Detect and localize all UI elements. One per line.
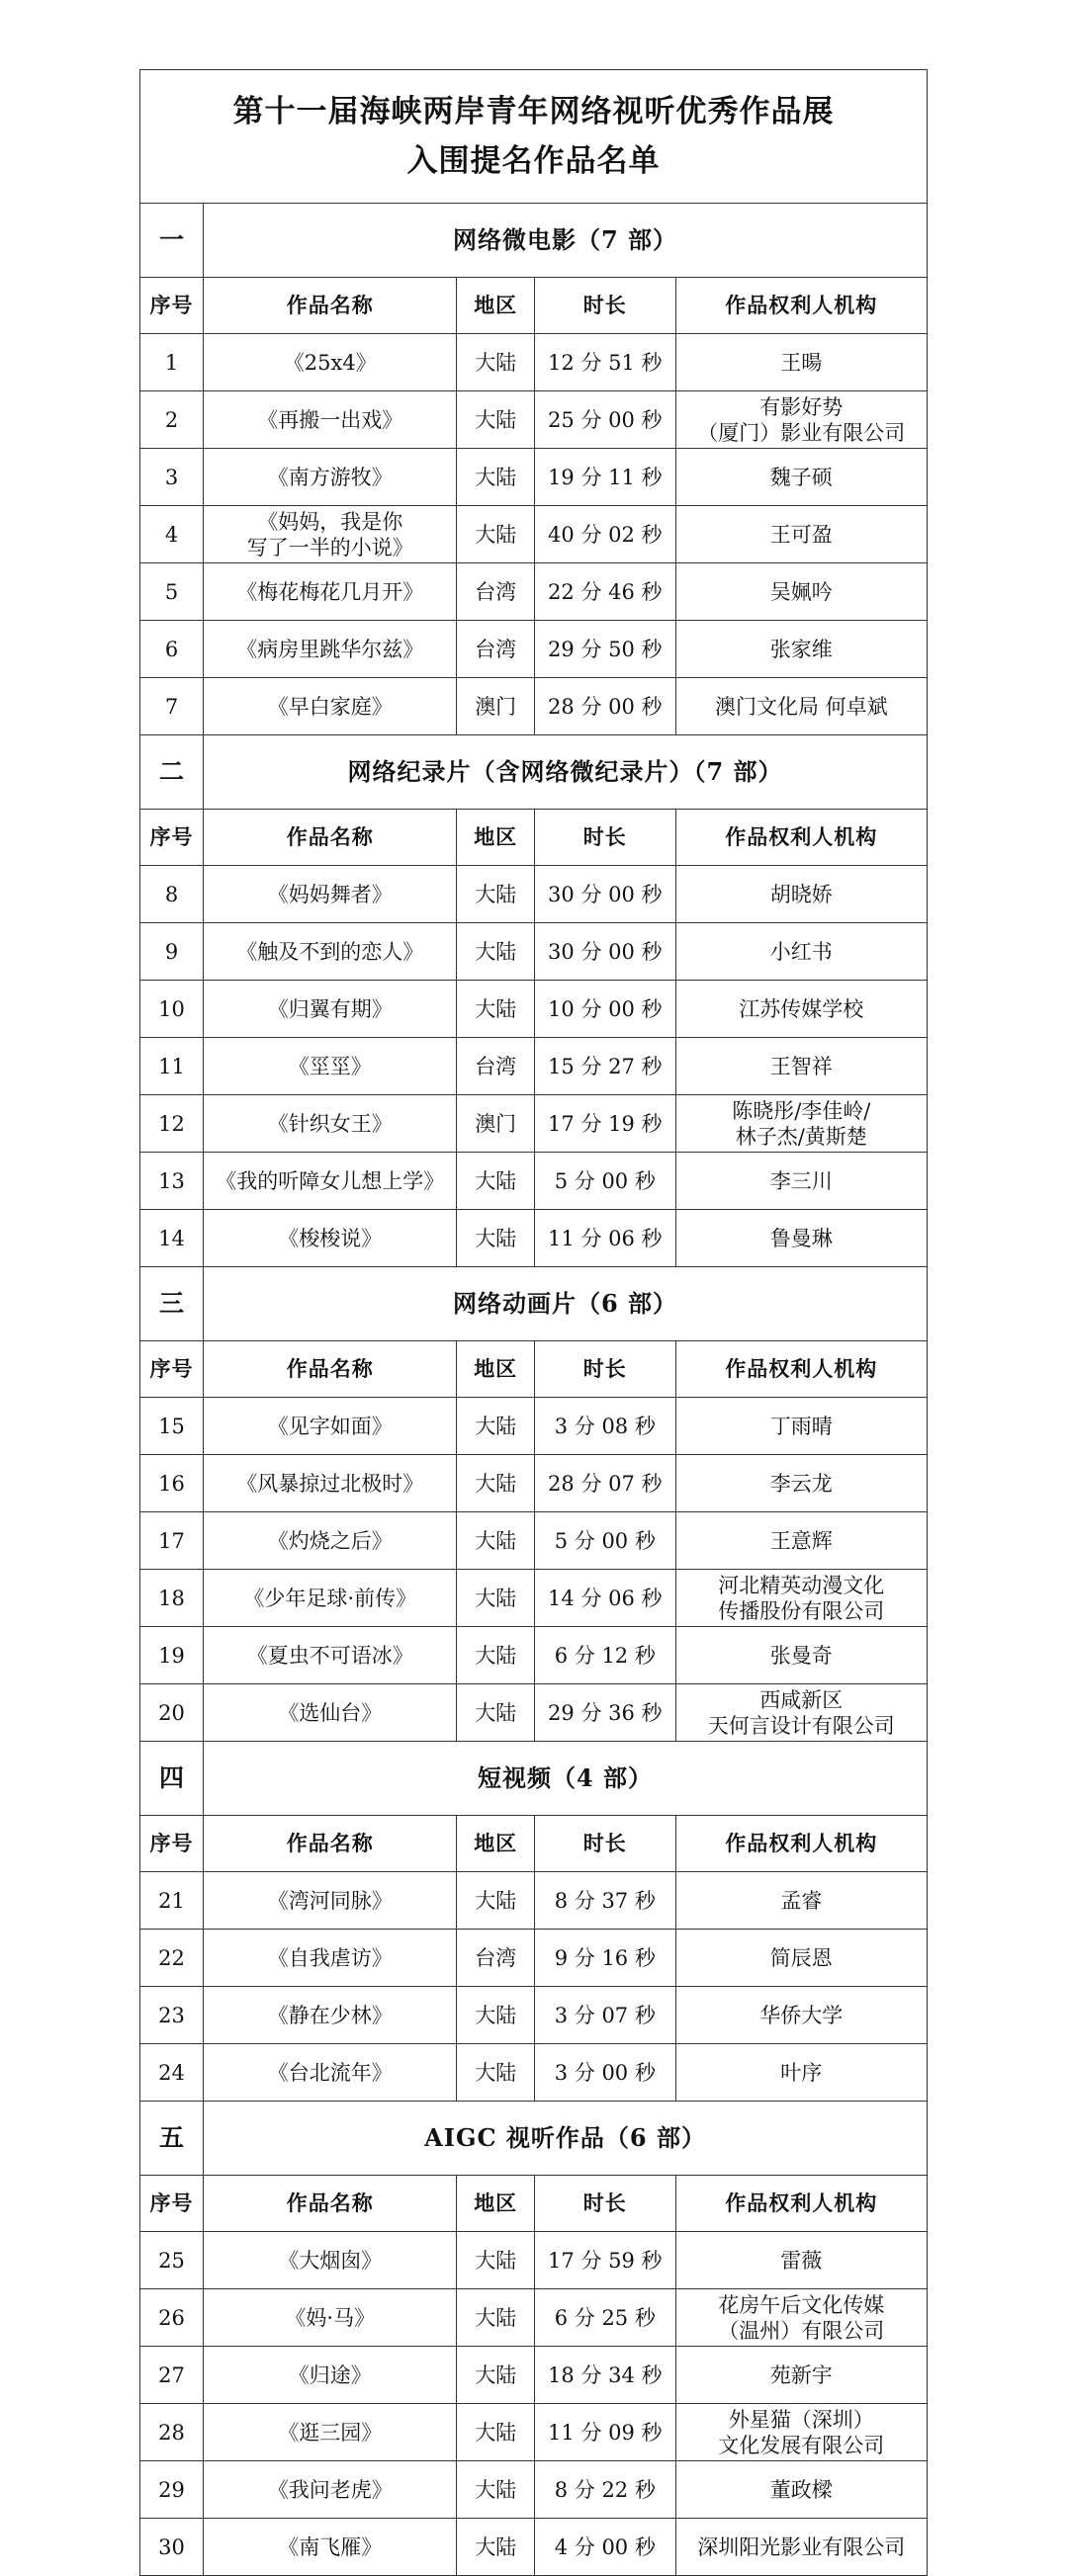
- entry-owner-line: 有影好势: [759, 394, 844, 419]
- entry-region: 大陆: [457, 1570, 535, 1627]
- entry-owner-line: 文化发展有限公司: [718, 2433, 885, 2457]
- entry-number: 10: [140, 981, 204, 1038]
- entry-title: [204, 2519, 457, 2576]
- entry-number: 8: [140, 866, 204, 923]
- header-region: 地区: [457, 278, 535, 334]
- entry-title: [204, 2232, 457, 2289]
- table-row: [140, 1930, 928, 1987]
- entry-owner: [675, 334, 927, 391]
- header-duration: 时长: [534, 1816, 675, 1872]
- table-row: [140, 1512, 928, 1570]
- entry-owner-line: （厦门）影业有限公司: [697, 420, 906, 445]
- entry-title: [204, 621, 457, 678]
- entry-title-line: 《坙坙》: [288, 1054, 372, 1078]
- entry-owner-line: 李云龙: [769, 1471, 833, 1496]
- entry-number: 2: [140, 391, 204, 449]
- entry-owner-line: 天何言设计有限公司: [707, 1713, 895, 1738]
- header-region: 地区: [457, 1341, 535, 1398]
- section-row: [140, 1742, 928, 1816]
- header-no: 序号: [140, 810, 204, 866]
- table-row: [140, 1095, 928, 1153]
- entry-number: 6: [140, 621, 204, 678]
- entry-number: 25: [140, 2232, 204, 2289]
- table-row: [140, 1570, 928, 1627]
- section-number: 五: [140, 2102, 204, 2176]
- entry-number: 7: [140, 678, 204, 735]
- table-row: [140, 2044, 928, 2102]
- entry-title: [204, 2461, 457, 2519]
- entry-owner-line: 魏子硕: [769, 465, 833, 489]
- entry-duration: 17 分 59 秒: [534, 2232, 675, 2289]
- entry-title-line: 《25x4》: [283, 350, 377, 375]
- table-row: [140, 678, 928, 735]
- entry-title: [204, 334, 457, 391]
- entry-region: 大陆: [457, 2232, 535, 2289]
- entry-title-line: 《风暴掠过北极时》: [236, 1471, 424, 1496]
- entry-region: 台湾: [457, 563, 535, 621]
- entry-owner: [675, 1153, 927, 1210]
- entry-duration: 30 分 00 秒: [534, 866, 675, 923]
- entry-title-line: 《妈妈舞者》: [267, 882, 393, 906]
- table-row: [140, 621, 928, 678]
- entry-title-line: 《台北流年》: [267, 2060, 393, 2085]
- entry-owner-line: 西咸新区: [759, 1687, 844, 1712]
- entry-region: 大陆: [457, 2461, 535, 2519]
- entry-owner: [675, 621, 927, 678]
- entry-owner: [675, 1684, 927, 1742]
- table-row: [140, 449, 928, 506]
- entry-number: 15: [140, 1398, 204, 1455]
- entry-owner: [675, 2232, 927, 2289]
- entry-duration: 29 分 36 秒: [534, 1684, 675, 1742]
- entry-duration: 19 分 11 秒: [534, 449, 675, 506]
- table-row: [140, 1398, 928, 1455]
- header-no: 序号: [140, 1816, 204, 1872]
- entry-owner-line: 外星猫（深圳）: [728, 2407, 874, 2432]
- section-title: 短视频（4 部）: [204, 1742, 928, 1816]
- header-owner: 作品权利人机构: [675, 278, 927, 334]
- entry-owner-line: 鲁曼琳: [769, 1226, 833, 1250]
- header-title: 作品名称: [204, 1341, 457, 1398]
- entry-region: 大陆: [457, 506, 535, 563]
- entry-number: 22: [140, 1930, 204, 1987]
- entry-title: [204, 1627, 457, 1684]
- entry-owner: [675, 1627, 927, 1684]
- entry-title-line: 《归翼有期》: [267, 996, 393, 1021]
- entry-duration: 11 分 09 秒: [534, 2404, 675, 2461]
- header-no: 序号: [140, 278, 204, 334]
- entry-region: 大陆: [457, 449, 535, 506]
- header-no: 序号: [140, 1341, 204, 1398]
- entry-region: 台湾: [457, 1930, 535, 1987]
- entry-region: 大陆: [457, 1455, 535, 1512]
- entry-region: 台湾: [457, 1038, 535, 1095]
- entry-owner: [675, 2347, 927, 2404]
- header-owner: 作品权利人机构: [675, 2176, 927, 2232]
- entry-title-line: 《我问老虎》: [267, 2477, 393, 2502]
- entry-title-line: 《早白家庭》: [267, 694, 393, 719]
- entry-owner-line: 王可盈: [769, 522, 833, 547]
- header-region: 地区: [457, 2176, 535, 2232]
- column-header-row: [140, 1341, 928, 1398]
- entry-title: [204, 1570, 457, 1627]
- entry-title-line: 《南飞雁》: [278, 2534, 383, 2559]
- entry-region: 澳门: [457, 1095, 535, 1153]
- entry-duration: 30 分 00 秒: [534, 923, 675, 981]
- entry-title-line: 《触及不到的恋人》: [236, 939, 424, 964]
- table-row: [140, 1153, 928, 1210]
- entry-title: [204, 449, 457, 506]
- section-title: AIGC 视听作品（6 部）: [204, 2102, 928, 2176]
- entry-title: [204, 1038, 457, 1095]
- entry-region: 大陆: [457, 2404, 535, 2461]
- entry-title: [204, 1930, 457, 1987]
- entry-duration: 3 分 00 秒: [534, 2044, 675, 2102]
- entry-owner: [675, 1512, 927, 1570]
- section-number: 三: [140, 1267, 204, 1341]
- entry-title-line: 《自我虐访》: [267, 1945, 393, 1970]
- entry-owner: [675, 449, 927, 506]
- header-duration: 时长: [534, 810, 675, 866]
- entry-title: [204, 1095, 457, 1153]
- entry-owner-line: 花房午后文化传媒: [718, 2292, 885, 2317]
- entry-number: 19: [140, 1627, 204, 1684]
- entry-region: 大陆: [457, 1987, 535, 2044]
- entry-number: 3: [140, 449, 204, 506]
- entry-owner-line: 李三川: [769, 1168, 833, 1193]
- table-row: [140, 334, 928, 391]
- entry-region: 大陆: [457, 1684, 535, 1742]
- entry-duration: 3 分 08 秒: [534, 1398, 675, 1455]
- entry-number: 18: [140, 1570, 204, 1627]
- entry-number: 4: [140, 506, 204, 563]
- entry-owner-line: 王暘: [780, 350, 823, 375]
- entry-title-line: 《针织女王》: [267, 1111, 393, 1136]
- table-row: [140, 866, 928, 923]
- entry-title: [204, 1398, 457, 1455]
- column-header-row: [140, 2176, 928, 2232]
- entry-region: 大陆: [457, 2289, 535, 2347]
- header-title: 作品名称: [204, 2176, 457, 2232]
- entry-title: [204, 1512, 457, 1570]
- entry-number: 30: [140, 2519, 204, 2576]
- entry-owner-line: 王意辉: [769, 1528, 833, 1553]
- table-row: [140, 981, 928, 1038]
- document-title-row: [140, 70, 928, 204]
- entry-owner: [675, 2461, 927, 2519]
- entry-title-line: 《梭梭说》: [278, 1226, 383, 1250]
- entry-duration: 9 分 16 秒: [534, 1930, 675, 1987]
- entry-owner-line: 华侨大学: [759, 2003, 844, 2027]
- entry-owner: [675, 1398, 927, 1455]
- entry-owner-line: 雷薇: [780, 2248, 823, 2273]
- entry-owner-line: 传播股份有限公司: [718, 1598, 885, 1623]
- table-row: [140, 391, 928, 449]
- header-owner: 作品权利人机构: [675, 1816, 927, 1872]
- table-row: [140, 1987, 928, 2044]
- entry-owner: [675, 866, 927, 923]
- entry-duration: 3 分 07 秒: [534, 1987, 675, 2044]
- column-header-row: [140, 278, 928, 334]
- entry-duration: 28 分 00 秒: [534, 678, 675, 735]
- entry-duration: 8 分 37 秒: [534, 1872, 675, 1930]
- entry-title-line: 《妈·马》: [285, 2305, 376, 2330]
- header-owner: 作品权利人机构: [675, 810, 927, 866]
- section-number: 一: [140, 204, 204, 278]
- entry-duration: 25 分 00 秒: [534, 391, 675, 449]
- table-row: [140, 1210, 928, 1267]
- entry-title-line: 《南方游牧》: [267, 465, 393, 489]
- entry-number: 20: [140, 1684, 204, 1742]
- entry-region: 大陆: [457, 2347, 535, 2404]
- entry-title-line: 《梅花梅花几月开》: [236, 579, 424, 604]
- entry-title: [204, 1210, 457, 1267]
- entry-region: 大陆: [457, 1512, 535, 1570]
- entry-owner: [675, 1872, 927, 1930]
- section-row: [140, 2102, 928, 2176]
- entry-title-line: 《再搬一出戏》: [257, 407, 403, 432]
- header-title: 作品名称: [204, 1816, 457, 1872]
- entry-region: 澳门: [457, 678, 535, 735]
- entry-owner-line: 陈晓彤/李佳岭/: [732, 1098, 871, 1123]
- entry-number: 27: [140, 2347, 204, 2404]
- entry-owner: [675, 1455, 927, 1512]
- entry-owner: [675, 2519, 927, 2576]
- entry-duration: 15 分 27 秒: [534, 1038, 675, 1095]
- entry-title-line: 《选仙台》: [278, 1700, 383, 1725]
- entry-number: 12: [140, 1095, 204, 1153]
- header-owner: 作品权利人机构: [675, 1341, 927, 1398]
- entry-number: 9: [140, 923, 204, 981]
- entry-owner: [675, 1210, 927, 1267]
- entry-region: 大陆: [457, 923, 535, 981]
- entry-region: 大陆: [457, 391, 535, 449]
- entry-title-line: 《病房里跳华尔兹》: [236, 637, 424, 661]
- table-row: [140, 2404, 928, 2461]
- entry-number: 1: [140, 334, 204, 391]
- entry-title-line: 《逛三园》: [278, 2420, 383, 2445]
- entry-owner-line: 河北精英动漫文化: [718, 1573, 885, 1597]
- entry-owner: [675, 678, 927, 735]
- entry-title-line: 《灼烧之后》: [267, 1528, 393, 1553]
- entry-owner-line: 小红书: [769, 939, 833, 964]
- entry-title: [204, 981, 457, 1038]
- section-row: [140, 1267, 928, 1341]
- entry-owner-line: 张家维: [769, 637, 833, 661]
- entry-title-line: 《妈妈，我是你: [257, 509, 403, 534]
- header-duration: 时长: [534, 278, 675, 334]
- entry-region: 大陆: [457, 866, 535, 923]
- entry-duration: 4 分 00 秒: [534, 2519, 675, 2576]
- header-no: 序号: [140, 2176, 204, 2232]
- entry-region: 大陆: [457, 1872, 535, 1930]
- entry-region: 大陆: [457, 1210, 535, 1267]
- entry-owner: [675, 1987, 927, 2044]
- section-number: 二: [140, 735, 204, 810]
- entry-duration: 8 分 22 秒: [534, 2461, 675, 2519]
- entry-number: 17: [140, 1512, 204, 1570]
- column-header-row: [140, 810, 928, 866]
- entry-title-line: 《少年足球·前传》: [243, 1586, 417, 1610]
- table-row: [140, 1627, 928, 1684]
- entry-region: 大陆: [457, 2044, 535, 2102]
- table-row: [140, 2519, 928, 2576]
- entry-title: [204, 2347, 457, 2404]
- entry-number: 16: [140, 1455, 204, 1512]
- entry-number: 5: [140, 563, 204, 621]
- header-title: 作品名称: [204, 810, 457, 866]
- nomination-list-document: [139, 69, 928, 2576]
- entry-duration: 5 分 00 秒: [534, 1153, 675, 1210]
- entry-owner-line: （温州）有限公司: [718, 2318, 885, 2343]
- entry-title: [204, 923, 457, 981]
- entry-title-line: 《湾河同脉》: [267, 1888, 393, 1913]
- entry-title-line: 《夏虫不可语冰》: [246, 1643, 413, 1668]
- entry-duration: 6 分 25 秒: [534, 2289, 675, 2347]
- section-row: [140, 735, 928, 810]
- entry-owner-line: 林子杰/黄斯楚: [735, 1124, 867, 1149]
- section-row: [140, 204, 928, 278]
- column-header-row: [140, 1816, 928, 1872]
- entry-owner-line: 董政樑: [769, 2477, 833, 2502]
- entry-region: 大陆: [457, 981, 535, 1038]
- entry-number: 28: [140, 2404, 204, 2461]
- entry-region: 大陆: [457, 1153, 535, 1210]
- entry-number: 29: [140, 2461, 204, 2519]
- entry-title-line: 写了一半的小说》: [246, 535, 413, 559]
- entry-duration: 28 分 07 秒: [534, 1455, 675, 1512]
- section-title: 网络纪录片（含网络微纪录片）（7 部）: [204, 735, 928, 810]
- entry-number: 11: [140, 1038, 204, 1095]
- entry-duration: 29 分 50 秒: [534, 621, 675, 678]
- table-row: [140, 2289, 928, 2347]
- document-title-line-2: 入围提名作品名单: [406, 143, 661, 179]
- entry-owner-line: 简辰恩: [769, 1945, 833, 1970]
- header-title: 作品名称: [204, 278, 457, 334]
- entry-owner: [675, 1038, 927, 1095]
- entry-number: 24: [140, 2044, 204, 2102]
- entry-owner: [675, 981, 927, 1038]
- document-title: [140, 70, 928, 204]
- entry-region: 大陆: [457, 1627, 535, 1684]
- entry-owner-line: 苑新宇: [769, 2362, 833, 2387]
- entry-owner: [675, 1095, 927, 1153]
- document-title-line-1: 第十一届海峡两岸青年网络视听优秀作品展: [232, 94, 835, 129]
- entry-title-line: 《我的听障女儿想上学》: [216, 1168, 445, 1193]
- entry-owner-line: 孟睿: [780, 1888, 823, 1913]
- entry-title: [204, 1987, 457, 2044]
- section-number: 四: [140, 1742, 204, 1816]
- entry-number: 13: [140, 1153, 204, 1210]
- entry-owner: [675, 1570, 927, 1627]
- entry-owner-line: 王智祥: [769, 1054, 833, 1078]
- entry-owner: [675, 2404, 927, 2461]
- table-row: [140, 923, 928, 981]
- entry-number: 14: [140, 1210, 204, 1267]
- entry-title: [204, 2044, 457, 2102]
- entry-title: [204, 1872, 457, 1930]
- table-row: [140, 1455, 928, 1512]
- entry-title: [204, 866, 457, 923]
- entry-duration: 11 分 06 秒: [534, 1210, 675, 1267]
- table-row: [140, 2232, 928, 2289]
- entry-title: [204, 678, 457, 735]
- entry-title: [204, 506, 457, 563]
- table-row: [140, 2347, 928, 2404]
- entry-owner: [675, 563, 927, 621]
- section-title: 网络微电影（7 部）: [204, 204, 928, 278]
- nomination-table-body: [140, 70, 928, 2576]
- entry-title-line: 《归途》: [288, 2362, 372, 2387]
- nomination-table: [139, 69, 928, 2576]
- entry-owner-line: 深圳阳光影业有限公司: [697, 2534, 906, 2559]
- entry-owner-line: 叶序: [780, 2060, 823, 2085]
- header-duration: 时长: [534, 1341, 675, 1398]
- entry-duration: 12 分 51 秒: [534, 334, 675, 391]
- entry-title: [204, 1684, 457, 1742]
- entry-owner: [675, 2289, 927, 2347]
- entry-title-line: 《静在少林》: [267, 2003, 393, 2027]
- table-row: [140, 2461, 928, 2519]
- entry-duration: 22 分 46 秒: [534, 563, 675, 621]
- entry-title: [204, 1153, 457, 1210]
- entry-title-line: 《大烟囱》: [278, 2248, 383, 2273]
- entry-owner-line: 胡晓娇: [769, 882, 833, 906]
- header-duration: 时长: [534, 2176, 675, 2232]
- entry-duration: 5 分 00 秒: [534, 1512, 675, 1570]
- entry-duration: 10 分 00 秒: [534, 981, 675, 1038]
- entry-title: [204, 1455, 457, 1512]
- entry-owner: [675, 1930, 927, 1987]
- entry-owner: [675, 923, 927, 981]
- entry-region: 大陆: [457, 334, 535, 391]
- entry-number: 23: [140, 1987, 204, 2044]
- entry-owner: [675, 391, 927, 449]
- table-row: [140, 1038, 928, 1095]
- entry-owner: [675, 506, 927, 563]
- entry-title: [204, 2289, 457, 2347]
- entry-owner-line: 张曼奇: [769, 1643, 833, 1668]
- entry-title: [204, 2404, 457, 2461]
- table-row: [140, 1684, 928, 1742]
- entry-region: 台湾: [457, 621, 535, 678]
- entry-title: [204, 563, 457, 621]
- header-region: 地区: [457, 1816, 535, 1872]
- header-region: 地区: [457, 810, 535, 866]
- entry-owner-line: 澳门文化局 何卓斌: [714, 694, 888, 719]
- table-row: [140, 1872, 928, 1930]
- section-title: 网络动画片（6 部）: [204, 1267, 928, 1341]
- entry-number: 21: [140, 1872, 204, 1930]
- table-row: [140, 506, 928, 563]
- entry-title-line: 《见字如面》: [267, 1414, 393, 1438]
- entry-owner-line: 吴姵吟: [769, 579, 833, 604]
- entry-duration: 14 分 06 秒: [534, 1570, 675, 1627]
- entry-duration: 17 分 19 秒: [534, 1095, 675, 1153]
- entry-number: 26: [140, 2289, 204, 2347]
- entry-region: 大陆: [457, 1398, 535, 1455]
- entry-owner-line: 江苏传媒学校: [739, 996, 864, 1021]
- entry-duration: 40 分 02 秒: [534, 506, 675, 563]
- entry-title: [204, 391, 457, 449]
- entry-duration: 18 分 34 秒: [534, 2347, 675, 2404]
- entry-duration: 6 分 12 秒: [534, 1627, 675, 1684]
- entry-owner: [675, 2044, 927, 2102]
- entry-region: 大陆: [457, 2519, 535, 2576]
- entry-owner-line: 丁雨晴: [769, 1414, 833, 1438]
- table-row: [140, 563, 928, 621]
